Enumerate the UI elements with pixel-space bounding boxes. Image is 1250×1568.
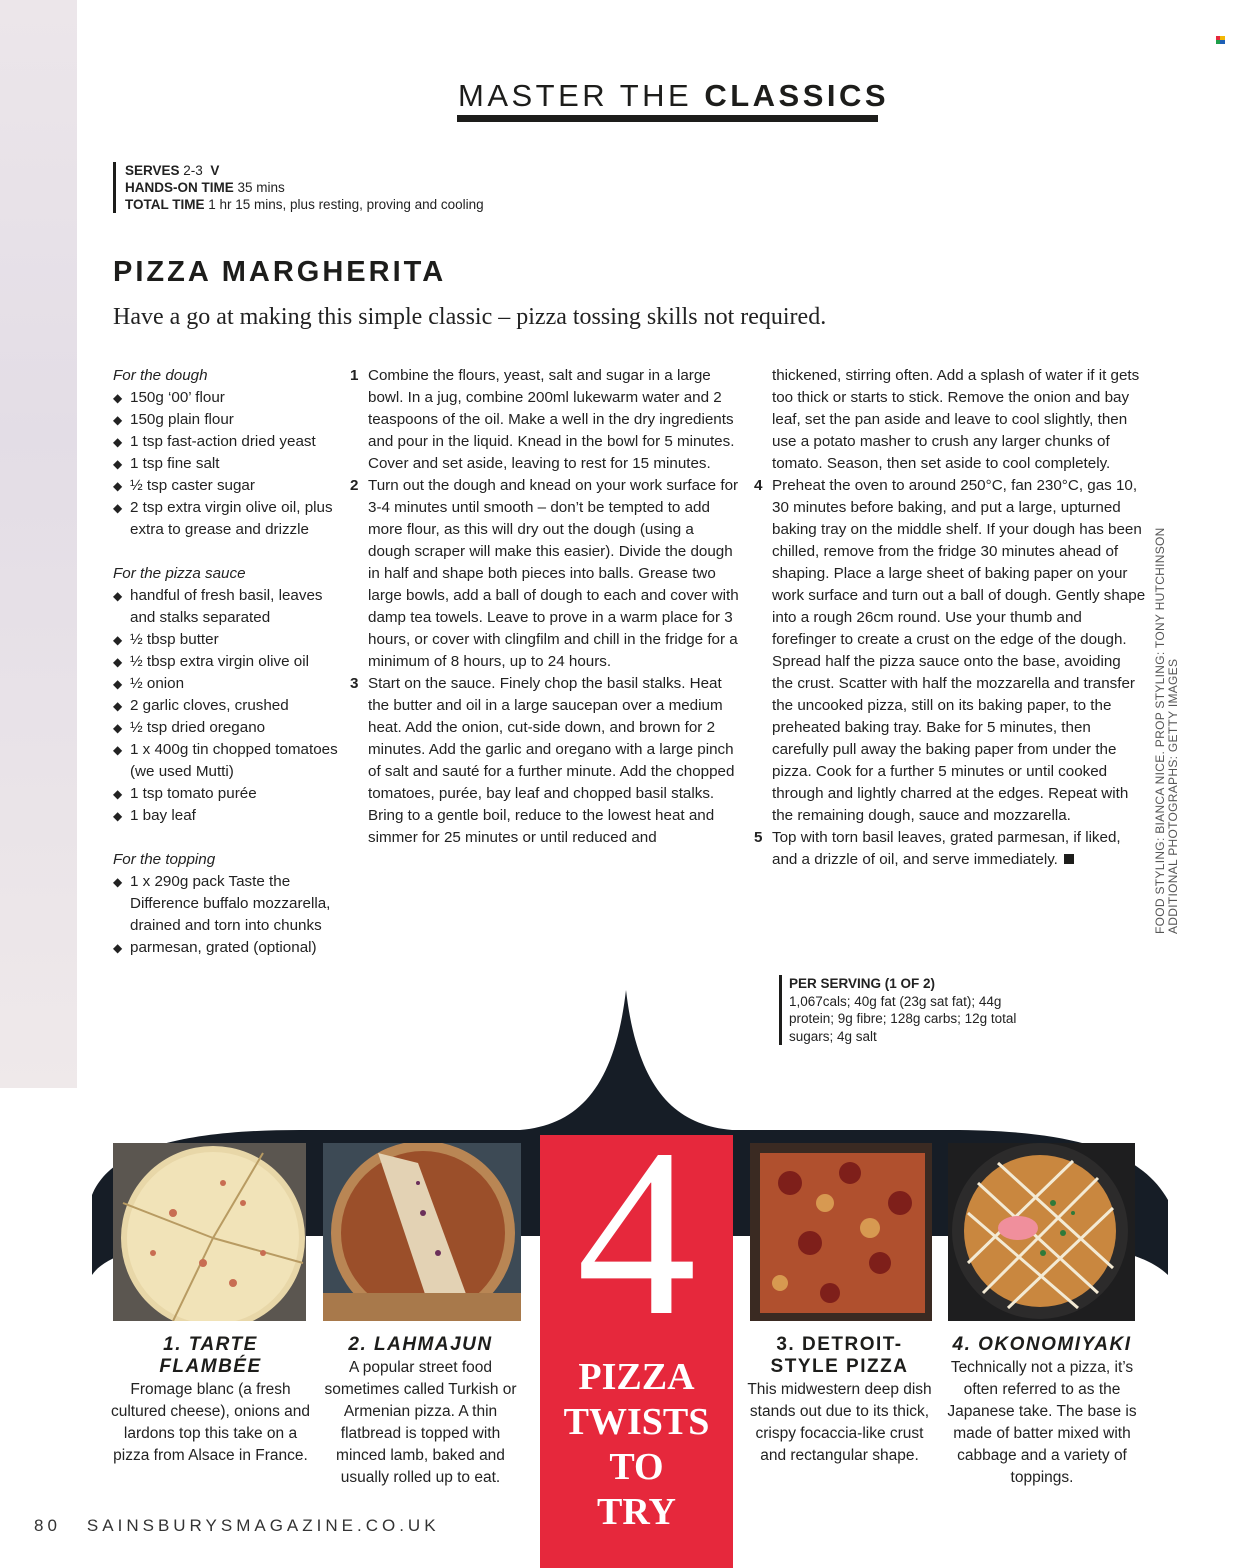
diamond-bullet-icon: ◆	[113, 941, 123, 955]
method-step: 5 Top with torn basil leaves, grated parmesan, if liked, and a drizzle of oil, and serve immediately.	[754, 829, 1121, 868]
diamond-bullet-icon: ◆	[113, 633, 123, 647]
diamond-bullet-icon: ◆	[113, 655, 123, 669]
ingredient-item: ◆ 1 bay leaf	[113, 805, 348, 827]
photo-okonomiyaki	[948, 1143, 1135, 1321]
twist-item-3: 3. DETROIT- STYLE PIZZA This midwestern deep dish stands out due to its thick, crispy focaccia-like crust and rectangular shape.	[747, 1334, 932, 1464]
ingredient-item: ◆ 150g plain flour	[113, 409, 348, 431]
ingredient-item: ◆ 2 garlic cloves, crushed	[113, 695, 348, 717]
footer-website: SAINSBURYSMAGAZINE.CO.UK	[86, 1516, 440, 1535]
diamond-bullet-icon: ◆	[113, 875, 123, 889]
recipe-meta: SERVES 2-3 V HANDS-ON TIME 35 mins TOTAL TIME 1 hr 15 mins, plus resting, proving and cooling	[113, 162, 484, 213]
twist-item-1: 1. TARTE FLAMBÉE Fromage blanc (a fresh cultured cheese), onions and lardons top this take on a pizza from Alsace in France.	[110, 1334, 311, 1464]
photo-detroit-style-pizza	[750, 1143, 932, 1321]
ingredient-item: ◆ 1 tsp fine salt	[113, 453, 348, 475]
ingredient-item: ◆ ½ tbsp extra virgin olive oil	[113, 651, 348, 673]
ingredient-item: ◆ 1 tsp tomato purée	[113, 783, 348, 805]
ingredient-item: ◆ ½ tsp dried oregano	[113, 717, 348, 739]
method-step: 1 Combine the flours, yeast, salt and sugar in a large bowl. In a jug, combine 200ml lukewarm water and 2 teaspoons of the oil. Make a well in the dry ingredients and pour in the liquid. Knead in the bowl for 5 minutes. Cover and set aside, leaving to rest for 15 minutes.	[350, 367, 735, 472]
diamond-bullet-icon: ◆	[113, 435, 123, 449]
recipe-title: PIZZA MARGHERITA	[113, 256, 447, 288]
ingredient-item: ◆ parmesan, grated (optional)	[113, 937, 348, 959]
ingredient-item: ◆ 1 x 400g tin chopped tomatoes (we used Mutti)	[113, 741, 338, 780]
diamond-bullet-icon: ◆	[113, 699, 123, 713]
page-number: 80	[34, 1516, 61, 1535]
photo-lahmajun	[323, 1143, 521, 1321]
method-step: 3 Start on the sauce. Finely chop the basil stalks. Heat the butter and oil in a large saucepan over a medium heat. Add the onion, cut-side down, and brown for 2 minutes. Add the garlic and oregano with a large pinch of salt and sauté for a further minute. Add the chopped tomatoes, purée, bay leaf and chopped basil stalks. Bring to a gentle boil, reduce to the lowest heat and simmer for 25 minutes or until reduced and	[350, 675, 735, 846]
ingredient-item: ◆ ½ onion	[113, 673, 348, 695]
section-title: MASTER THE CLASSICS	[458, 78, 890, 113]
diamond-bullet-icon: ◆	[113, 809, 123, 823]
twist-item-2: 2. LAHMAJUN A popular street food sometimes called Turkish or Armenian pizza. A thin flatbread is topped with minced lamb, baked and usually rolled up to eat.	[324, 1334, 517, 1486]
ingredient-item: ◆ ½ tbsp butter	[113, 629, 348, 651]
diamond-bullet-icon: ◆	[113, 413, 123, 427]
diamond-bullet-icon: ◆	[113, 479, 123, 493]
diamond-bullet-icon: ◆	[113, 501, 123, 515]
diamond-bullet-icon: ◆	[113, 391, 123, 405]
ingredient-group-title: For the dough	[113, 367, 208, 384]
photo-credits: FOOD STYLING: BIANCA NICE. PROP STYLING: TONY HUTCHINSON ADDITIONAL PHOTOGRAPHS: GETTY IMAGES	[1153, 527, 1180, 934]
page-footer	[34, 1516, 440, 1536]
photo-tarte-flambee	[113, 1143, 306, 1321]
twists-number: 4	[576, 1099, 697, 1365]
diamond-bullet-icon: ◆	[113, 787, 123, 801]
diamond-bullet-icon: ◆	[113, 457, 123, 471]
diamond-bullet-icon: ◆	[113, 677, 123, 691]
method-step: 2 Turn out the dough and knead on your work surface for 3-4 minutes until smooth – don’t be tempted to add more flour, as this will dry out the dough (using a dough scraper will make this easier). Divide the dough in half and shape both pieces into balls. Grease two large bowls, add a ball of dough to each and cover with damp tea towels. Leave to prove in a warm place for 3 hours, or cover with clingfilm and chill in the fridge for a minimum of 8 hours, up to 24 hours.	[350, 477, 739, 670]
recipe-intro: Have a go at making this simple classic – pizza tossing skills not required.	[113, 304, 827, 330]
twist-item-4: 4. OKONOMIYAKI Technically not a pizza, it’s often referred to as the Japanese take. The base is made of batter mixed with cabbage and a variety of toppings.	[947, 1334, 1137, 1486]
ingredient-group-title: For the topping	[113, 851, 216, 868]
ingredient-item: ◆ 1 x 290g pack Taste the Difference buffalo mozzarella, drained and torn into chunks	[113, 873, 331, 934]
diamond-bullet-icon: ◆	[113, 743, 123, 757]
ingredient-item: ◆ 2 tsp extra virgin olive oil, plus extra to grease and drizzle	[113, 499, 333, 538]
method-step: 4 Preheat the oven to around 250°C, fan 230°C, gas 10, 30 minutes before baking, and put a large, upturned baking tray on the middle shelf. If your dough has been chilled, remove from the fridge 30 minutes ahead of shaping. Place a large sheet of baking paper on your work surface and turn out a ball of dough. Gently shape into a rough 26cm round. Use your thumb and forefinger to create a crust on the edge of the dough. Spread half the pizza sauce onto the base, avoiding the crust. Scatter with half the mozzarella and transfer the uncooked pizza, still on its baking paper, to the preheated baking tray. Bake for 5 minutes, then carefully pull away the baking paper from under the pizza. Cook for a further 5 minutes or until cooked through and lightly charred at the edges. Repeat with the remaining dough, sauce and mozzarella.	[754, 477, 1146, 824]
ingredient-item: ◆ handful of fresh basil, leaves and stalks separated	[113, 587, 323, 626]
diamond-bullet-icon: ◆	[113, 721, 123, 735]
ingredient-item: ◆ ½ tsp caster sugar	[113, 475, 348, 497]
twists-heading: PIZZA TWISTS TO TRY	[563, 1356, 710, 1533]
diamond-bullet-icon: ◆	[113, 589, 123, 603]
ingredient-group-title: For the pizza sauce	[113, 565, 246, 582]
nutrition-info: PER SERVING (1 OF 2) 1,067cals; 40g fat (23g sat fat); 44g protein; 9g fibre; 128g carbs; 12g total sugars; 4g salt	[779, 975, 1039, 1045]
ingredient-item: ◆ 150g ‘00’ flour	[113, 387, 348, 409]
method-step-continued: thickened, stirring often. Add a splash of water if it gets too thick or starts to stick. Remove the onion and bay leaf, set the pan aside and leave to cool slightly, then use a potato masher to crush any larger chunks of tomato. Season, then set aside to cool completely.	[772, 367, 1140, 472]
ingredient-item: ◆ 1 tsp fast-action dried yeast	[113, 431, 348, 453]
